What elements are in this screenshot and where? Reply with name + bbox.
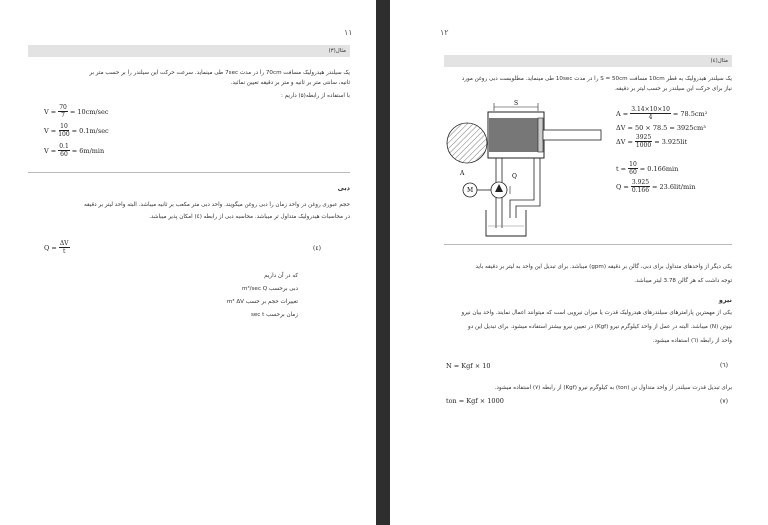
denominator: 7: [61, 112, 65, 119]
numerator: 3925: [635, 134, 652, 141]
numerator: 3.14×10×10: [631, 106, 670, 113]
eq-lhs: V =: [44, 107, 57, 116]
oil-tank: [486, 210, 526, 236]
calc-volume: ΔV = 50 × 78.5 = 3925cm³: [616, 124, 706, 132]
force-title: نیرو: [718, 296, 732, 304]
denominator: 100: [58, 131, 70, 138]
eq-lhs: V =: [44, 126, 57, 135]
page-number: ۱۲: [440, 28, 449, 37]
where-item: تغییرات حجم بر حسب m³ ΔV: [226, 299, 298, 305]
eq-rhs: = 3.925lit: [654, 137, 688, 146]
denominator: 60: [60, 151, 68, 158]
cylinder-cross-section: [447, 123, 487, 163]
page-number: ۱۱: [344, 28, 353, 37]
eq-lhs: ΔV =: [616, 137, 633, 146]
eq-rhs: = 78.5cm²: [672, 109, 708, 118]
left-page: [0, 0, 376, 525]
example-header: مثال(٤): [444, 55, 732, 67]
section-title: دبی: [337, 184, 350, 192]
fraction: [635, 134, 652, 149]
fraction: [631, 179, 650, 194]
flow-label: Q: [512, 173, 517, 180]
eq-rhs: = 10cm/sec: [69, 107, 109, 116]
fraction: [58, 143, 70, 158]
fraction: [628, 161, 638, 176]
fraction: [630, 106, 671, 121]
stroke-label: S: [514, 100, 519, 107]
motor-label: M: [467, 187, 474, 194]
problem-line: یک سیلندر هیدرولیک مسافت 70cm را در مدت 7sec طی مینماید. سرعت حرکت این سیلندر را بر حسب متر بر: [89, 70, 350, 76]
where-item: زمان برحسب sec t: [250, 312, 298, 318]
piston-rod: [543, 130, 601, 140]
denominator: 60: [629, 169, 637, 176]
section-line: در محاسبات هیدرولیک متداول تر میباشد. محاسبه دبی از رابطه (٤) امکان پذیر میباشد.: [149, 214, 350, 220]
example-header: مثال(۳): [28, 45, 350, 57]
oil-chamber: [489, 118, 540, 152]
piston: [538, 118, 543, 152]
eq-lhs: A =: [616, 109, 629, 118]
where-item: دبی برحسب m³/sec Q: [241, 286, 298, 292]
section-line: حجم عبوری روغن در واحد زمان را دبی روغن میگویند. واحد دبی متر مکعب بر ثانیه میباشد. البته واحد لیتر بر دقیقه: [83, 202, 350, 208]
eq-lhs: V =: [44, 146, 57, 155]
paragraph-line: یکی از مهمترین پارامترهای سیلندرهای هیدرولیک قدرت یا میزان نیرویی است که میتوانند اعمال نمایند. واحد بیان نیرو: [461, 310, 732, 316]
separator: [444, 244, 732, 245]
equation-3: [44, 143, 104, 158]
eq-rhs: = 0.1m/sec: [71, 126, 109, 135]
numerator: 70: [59, 104, 67, 111]
equation-1: [44, 104, 108, 119]
problem-line: ثانیه، سانتی متر بر ثانیه و متر بر دقیقه تعیین نمائید.: [230, 80, 350, 86]
dubi-formula: [44, 240, 72, 255]
eq-rhs: = 6m/min: [71, 146, 105, 155]
calc-flow: [616, 179, 695, 194]
fraction: [59, 240, 70, 255]
denominator: 1000: [635, 142, 652, 149]
eq-lhs: Q =: [616, 182, 629, 191]
eq-lhs: Q =: [44, 243, 57, 252]
equation-number: (٧): [720, 398, 728, 405]
equation-7: ton = Kgf × 1000: [446, 397, 504, 405]
area-label: A: [460, 170, 465, 177]
denominator: 4: [648, 114, 653, 121]
numerator: 0.1: [59, 143, 69, 150]
paragraph-line: نیوتن (N) میباشد. البته در عمل از واحد کیلوگرم نیرو (Kgf) در تعیین نیرو بیشتر استفاده میشود. برای تبدیل این دو: [468, 324, 732, 330]
separator: [28, 172, 350, 173]
eq-rhs: = 0.166min: [639, 164, 679, 173]
numerator: 10: [629, 161, 637, 168]
eq-rhs: = 23.6lit/min: [652, 182, 696, 191]
hydraulic-cylinder-figure: [442, 98, 604, 240]
where-title: که در آن داریم: [264, 273, 298, 279]
equation-number: (٦): [720, 362, 728, 369]
equation-2: [44, 123, 109, 138]
problem-line: با استفاده از رابطه(۵) داریم :: [281, 93, 350, 99]
calc-time: [616, 161, 678, 176]
equation-6: N = Kgf × 10: [446, 362, 491, 370]
equation-number: (٤): [313, 245, 321, 252]
paragraph-line: برای تبدیل قدرت سیلندر از واحد متداول تن (ton) به کیلوگرم نیرو (Kgf) از رابطه (٧) استفاده میشود.: [494, 385, 732, 391]
numerator: 10: [60, 123, 68, 130]
page-gutter: [376, 0, 390, 525]
problem-line: یک سیلندر هیدرولیک به قطر 10cm مسافت S = 50cm را در مدت 10sec طی مینماید. مطلوبست دبی روغن مورد: [461, 76, 732, 82]
fraction: [58, 104, 68, 119]
paragraph-line: یکی دیگر از واحدهای متداول برای دبی، گالن بر دقیقه (gpm) میباشد. برای تبدیل این واحد به لیتر بر دقیقه باید: [475, 264, 732, 270]
problem-line: نیاز برای حرکت این سیلندر بر حسب لیتر بر دقیقه.: [614, 86, 732, 92]
return-pipe: [510, 158, 540, 218]
paragraph-line: واحد از رابطه (٦) استفاده میشود.: [652, 338, 732, 344]
eq-lhs: t =: [616, 164, 627, 173]
calc-volume-lit: [616, 134, 687, 149]
numerator: 3.925: [631, 179, 650, 186]
paragraph-line: توجه داشت که هر گالن 3.78 لیتر میباشد.: [634, 278, 732, 284]
right-page: [390, 0, 768, 525]
numerator: ΔV: [59, 240, 69, 247]
denominator: 0.166: [631, 187, 650, 194]
fraction: [58, 123, 69, 138]
calc-area: [616, 106, 707, 121]
denominator: t: [62, 248, 66, 255]
